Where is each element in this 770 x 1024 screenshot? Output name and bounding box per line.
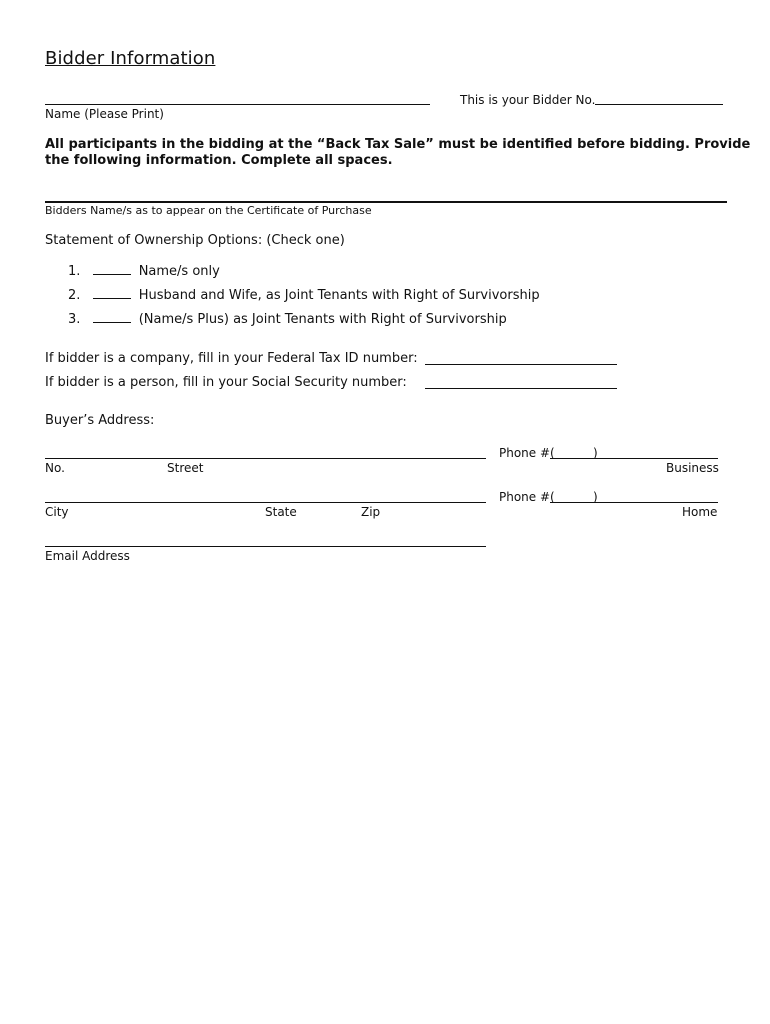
option-number: 2. (68, 288, 81, 303)
state-label: State (265, 505, 297, 519)
option-2-check-blank[interactable] (93, 298, 131, 299)
ownership-option-3 (68, 312, 507, 327)
business-phone-field-line[interactable] (550, 458, 718, 459)
area-code-close-paren: ) (593, 446, 598, 460)
option-label: (Name/s Plus) as Joint Tenants with Right of Survivorship (138, 312, 507, 327)
ownership-option-2 (68, 288, 540, 303)
ownership-heading: Statement of Ownership Options: (Check one) (45, 233, 345, 248)
business-phone-label: Phone # (499, 446, 551, 460)
tax-id-field-line[interactable] (425, 364, 617, 365)
street-label: Street (167, 461, 204, 475)
bidder-no-field-line[interactable] (595, 104, 723, 105)
option-number: 3. (68, 312, 81, 327)
bidder-no-label: This is your Bidder No. (460, 93, 596, 107)
home-phone-label: Phone # (499, 490, 551, 504)
option-number: 1. (68, 264, 81, 279)
name-label: Name (Please Print) (45, 107, 164, 121)
option-1-check-blank[interactable] (93, 274, 131, 275)
business-label: Business (666, 461, 719, 475)
bidders-names-field-line[interactable] (45, 201, 727, 203)
street-address-field-line[interactable] (45, 458, 486, 459)
city-label: City (45, 505, 69, 519)
ssn-field-line[interactable] (425, 388, 617, 389)
bidders-names-label: Bidders Name/s as to appear on the Certificate of Purchase (45, 204, 372, 217)
no-label: No. (45, 461, 65, 475)
email-label: Email Address (45, 549, 130, 563)
area-code-open-paren: ( (550, 490, 555, 504)
option-label: Name/s only (138, 264, 220, 279)
home-label: Home (682, 505, 718, 519)
zip-label: Zip (361, 505, 381, 519)
instructions-line-1: All participants in the bidding at the “Back Tax Sale” must be identified before bidding. Provide (45, 137, 751, 152)
buyers-address-heading: Buyer’s Address: (45, 413, 155, 428)
option-label: Husband and Wife, as Joint Tenants with Right of Survivorship (138, 288, 540, 303)
area-code-close-paren: ) (593, 490, 598, 504)
tax-id-label: If bidder is a company, fill in your Federal Tax ID number: (45, 351, 418, 366)
area-code-open-paren: ( (550, 446, 555, 460)
ownership-option-1 (68, 264, 220, 279)
city-state-zip-field-line[interactable] (45, 502, 486, 503)
name-field-line[interactable] (45, 104, 430, 105)
ssn-label: If bidder is a person, fill in your Social Security number: (45, 375, 407, 390)
home-phone-field-line[interactable] (550, 502, 718, 503)
instructions-line-2: the following information. Complete all spaces. (45, 153, 393, 168)
email-field-line[interactable] (45, 546, 486, 547)
page-title: Bidder Information (45, 48, 216, 69)
option-3-check-blank[interactable] (93, 322, 131, 323)
